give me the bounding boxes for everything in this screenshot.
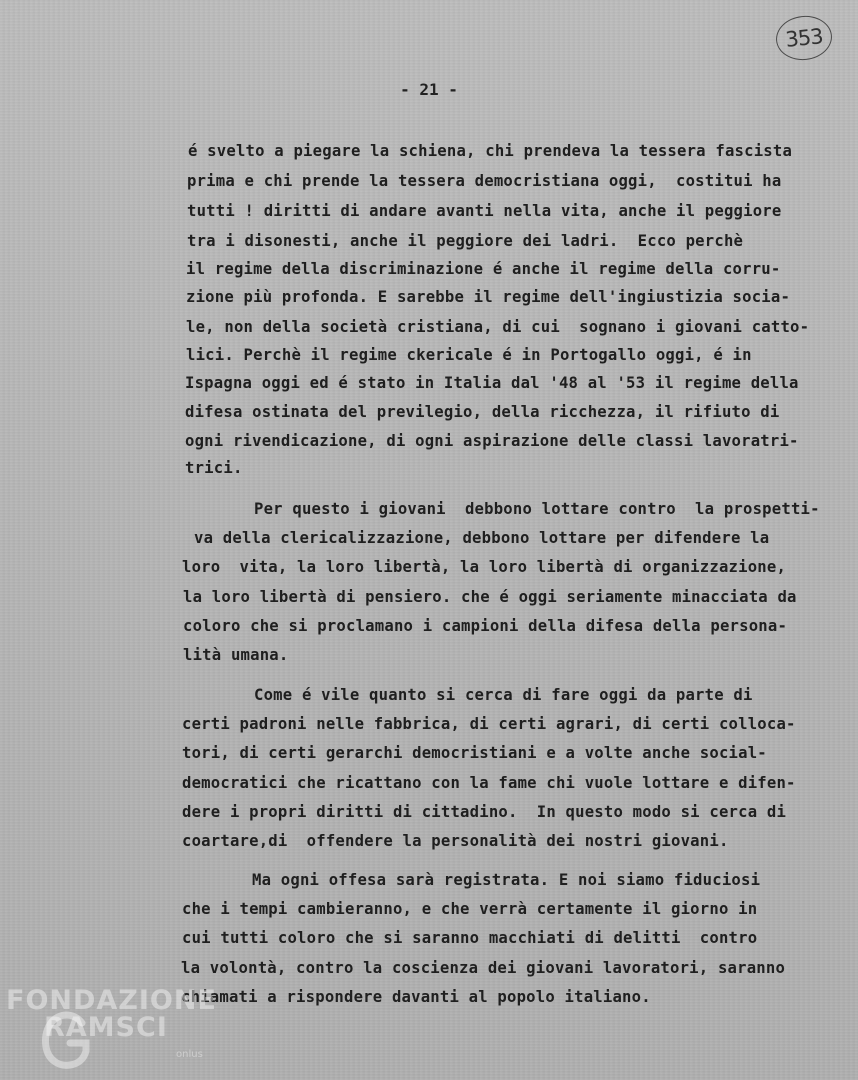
text-line: loro vita, la loro libertà, la loro libertà di organizzazione,	[182, 558, 787, 576]
text-line: la volontà, contro la coscienza dei giovani lavoratori, saranno	[181, 959, 786, 977]
text-line: dere i propri diritti di cittadino. In questo modo si cerca di	[182, 803, 787, 821]
text-line: cui tutti coloro che si saranno macchiati di delitti contro	[182, 929, 758, 947]
text-line: chiamati a rispondere davanti al popolo italiano.	[181, 988, 651, 1006]
text-line: certi padroni nelle fabbrica, di certi agrari, di certi colloca-	[182, 715, 796, 733]
text-line: che i tempi cambieranno, e che verrà certamente il giorno in	[182, 900, 758, 918]
watermark-line1: FONDAZIONE	[6, 985, 217, 1016]
text-line: coloro che si proclamano i campioni della difesa della persona-	[183, 617, 788, 635]
text-line: le, non della società cristiana, di cui sognano i giovani catto-	[186, 318, 810, 336]
text-line: tutti ! diritti di andare avanti nella vita, anche il peggiore	[187, 202, 782, 220]
text-line: lità umana.	[183, 646, 289, 664]
text-line: Per questo i giovani debbono lottare contro la prospetti-	[254, 500, 820, 518]
archive-number: 353	[784, 24, 824, 52]
foundation-watermark	[6, 985, 216, 1080]
text-line: trici.	[185, 459, 243, 477]
text-line: il regime della discriminazione é anche il regime della corru-	[186, 260, 781, 278]
watermark-line3: onlus	[176, 1049, 203, 1060]
text-line: Ma ogni offesa sarà registrata. E noi siamo fiduciosi	[252, 871, 761, 889]
text-line: prima e chi prende la tessera democristiana oggi, costitui ha	[187, 172, 782, 190]
text-line: tra i disonesti, anche il peggiore dei ladri. Ecco perchè	[187, 232, 744, 250]
text-line: coartare,di offendere la personalità dei nostri giovani.	[182, 832, 729, 850]
watermark-line2: RAMSCI	[44, 1012, 168, 1043]
text-line: democratici che ricattano con la fame chi vuole lottare e difen-	[182, 774, 796, 792]
text-line: Ispagna oggi ed é stato in Italia dal '48 al '53 il regime della	[185, 374, 799, 392]
text-line: lici. Perchè il regime ckericale é in Portogallo oggi, é in	[186, 346, 752, 364]
text-line: é svelto a piegare la schiena, chi prendeva la tessera fascista	[188, 142, 793, 160]
text-line: la loro libertà di pensiero. che é oggi seriamente minacciata da	[183, 588, 797, 606]
text-line: ogni rivendicazione, di ogni aspirazione delle classi lavoratri-	[185, 432, 799, 450]
text-line: Come é vile quanto si cerca di fare oggi da parte di	[254, 686, 753, 704]
text-line: zione più profonda. E sarebbe il regime dell'ingiustizia socia-	[186, 288, 791, 306]
page-number: - 21 -	[400, 80, 458, 99]
text-line: tori, di certi gerarchi democristiani e a volte anche social-	[182, 744, 767, 762]
text-line: va della clericalizzazione, debbono lottare per difendere la	[194, 529, 770, 547]
text-line: difesa ostinata del previlegio, della ricchezza, il rifiuto di	[185, 403, 780, 421]
